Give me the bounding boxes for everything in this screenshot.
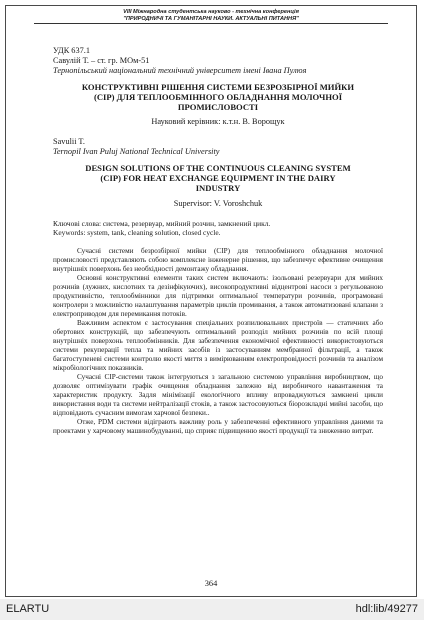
handle-link[interactable]: hdl:lib/49277 [355, 603, 418, 615]
supervisor-ua: Науковий керівник: к.т.н. В. Ворощук [151, 116, 285, 126]
title-ua-line: КОНСТРУКТИВНІ РІШЕННЯ СИСТЕМИ БЕЗРОЗБІРНОЇ МИЙКИ [81, 82, 355, 92]
repository-name[interactable]: ELARTU [6, 603, 50, 615]
title-en-line: INDUSTRY [195, 183, 241, 194]
repository-footer [0, 599, 424, 620]
body-paragraph: Основні конструктивні елементи таких систем включають: ізольовані резервуари для мийних розчинів (лужних, кислотних та дезінфікуючих), високопродуктивні відцентрові насоси з регульованою продуктивністю, теплообмінники для підтримки оптимальної температури розчинів, програмовані контролери з можливістю налаштування параметрів циклів промивання, а також автоматизовані клапани з електроприводом для перемикання потоків. [53, 274, 383, 319]
page-number: 364 [204, 579, 218, 588]
affiliation-en: Ternopil Ivan Puluj National Technical University [53, 146, 220, 156]
author-en: Savulii T. [53, 136, 85, 146]
body-paragraph: Отже, PDM системи відіграють важливу роль у забезпеченні ефективного управління даними та проектами у харчовому машинобудуванні, що сприяє підвищенню якості продукції та зниженню витрат. [53, 418, 383, 436]
conference-header-line1: VIII Міжнародна студентська науково - технічна конференція [123, 9, 299, 15]
body-paragraph: Сучасні CIP-системи також інтегруються з загальною системою управління виробництвом, що дозволяє оптимізувати графік очищення обладнання залежно від виробничого навантаження та характеристик продукту. Задля мінімізації екологічного впливу впроваджуються замкнені цикли використання води та системи нейтралізації стоків, а також застосовуються біорозкладні мийні засоби, що відповідають сучасним вимогам харчової безпеки.. [53, 373, 383, 418]
title-ua-line: ПРОМИСЛОВОСТІ [177, 102, 259, 113]
udc-code: УДК 637.1 [53, 46, 90, 55]
article-body [53, 247, 383, 436]
keywords-ua: Ключові слова: система, резервуар, мийний розчин, замкнений цикл. [53, 219, 271, 229]
body-paragraph: Сучасні системи безрозбірної мийки (CIP) для теплообмінного обладнання молочної промисловості представляють собою комплексне інженерне рішення, що забезпечує ефективне очищення внутрішніх поверхонь без необхідності демонтажу обладнання. [53, 247, 383, 274]
conference-header [6, 9, 416, 22]
page-frame [5, 5, 417, 597]
title-ua [53, 82, 383, 113]
supervisor-en: Supervisor: V. Voroshchuk [173, 199, 263, 209]
title-en [53, 163, 383, 194]
title-ua-line: (CIP) ДЛЯ ТЕПЛООБМІННОГО ОБЛАДНАННЯ МОЛОЧНОЇ [93, 92, 343, 103]
title-en-line: (CIP) FOR HEAT EXCHANGE EQUIPMENT IN THE DAIRY [100, 172, 336, 183]
body-paragraph: Важливим аспектом є застосування спеціальних розпилювальних пристроїв — статичних або обертових конструкцій, що забезпечують оптимальний розподіл мийних розчинів по всій площі внутрішніх поверхонь теплообмінників. Для забезпечення економічної ефективності використовуються системи рекуперації тепла та мийних засобів із застосуванням мембранної фільтрації, а також багатоступеневі системи контролю якості миття з вимірюванням електропровідності розчинів та аналізом мікробіологічних показників. [53, 319, 383, 373]
keywords-en: Keywords: system, tank, cleaning solution, closed cycle. [53, 228, 221, 238]
author-ua: Савулій Т. – ст. гр. МОм-51 [53, 56, 150, 65]
title-en-line: DESIGN SOLUTIONS OF THE CONTINUOUS CLEANING SYSTEM [85, 162, 351, 173]
conference-header-line2: "ПРИРОДНИЧІ ТА ГУМАНІТАРНІ НАУКИ. АКТУАЛЬНІ ПИТАННЯ" [123, 15, 299, 22]
article-content [53, 46, 383, 436]
header-divider [34, 23, 388, 24]
affiliation-ua: Тернопільський національний технічний університет імені Івана Пулюя [53, 66, 307, 75]
